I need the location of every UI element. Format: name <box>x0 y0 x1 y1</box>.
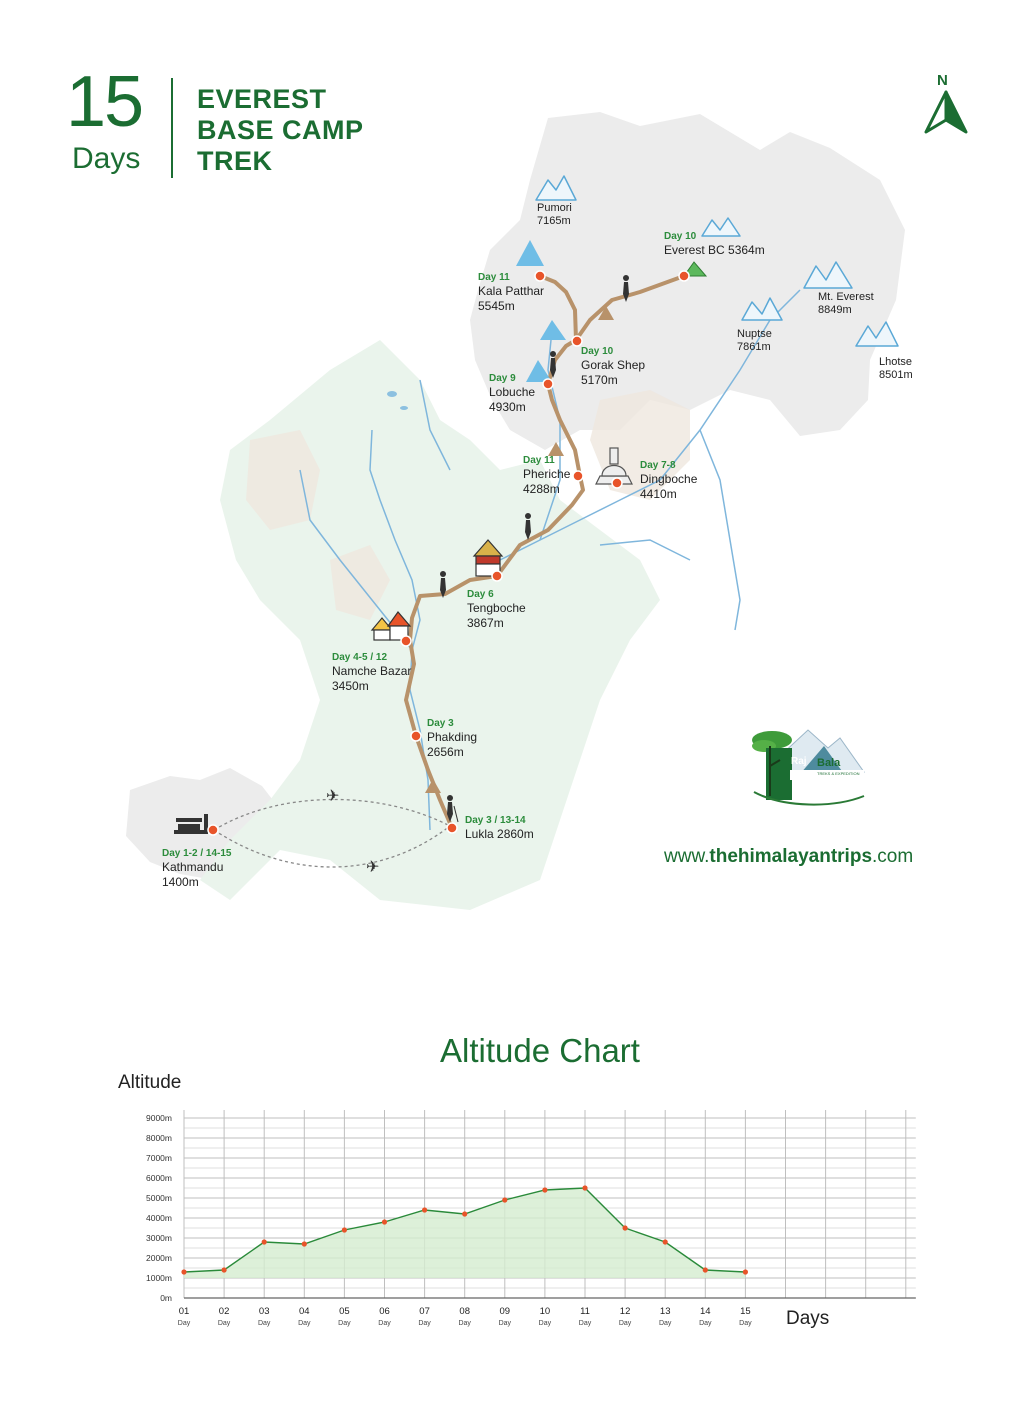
peak-label-nuptse: Nuptse 7861m <box>737 328 772 353</box>
chart-data-point <box>181 1269 186 1274</box>
lake <box>387 391 397 397</box>
chart-x-tick-label: 14 <box>700 1306 711 1317</box>
chart-x-tick-sublabel: Day <box>418 1320 431 1327</box>
peak-label-lhotse: Lhotse 8501m <box>879 356 913 381</box>
airplane-icon: ✈ <box>366 859 380 876</box>
chart-data-point <box>542 1187 547 1192</box>
chart-x-tick-label: 05 <box>339 1306 350 1317</box>
chart-x-tick-sublabel: Day <box>177 1320 191 1327</box>
stop-marker-dingboche <box>612 478 622 488</box>
chart-data-point <box>222 1267 227 1272</box>
chart-data-point <box>262 1239 267 1244</box>
stop-label-lukla: Day 3 / 13-14 Lukla 2860m <box>465 815 534 841</box>
peak-label-everest: Mt. Everest 8849m <box>818 291 874 316</box>
chart-data-point <box>663 1239 668 1244</box>
stop-label-pheriche: Day 11 Pheriche 4288m <box>523 455 571 496</box>
chart-data-point <box>462 1211 467 1216</box>
chart-data-point <box>382 1219 387 1224</box>
chart-x-tick-label: 01 <box>178 1306 190 1317</box>
stop-marker-tengboche <box>492 571 502 581</box>
stop-marker-namche <box>401 636 411 646</box>
peak-label-pumori: Pumori 7165m <box>537 202 572 227</box>
chart-x-tick-label: 12 <box>619 1306 631 1317</box>
chart-x-tick-label: 11 <box>580 1306 590 1317</box>
chart-data-point <box>623 1225 628 1230</box>
stop-marker-phakding <box>411 731 421 741</box>
stop-label-dingboche: Day 7-8 Dingboche 4410m <box>640 460 698 501</box>
chart-data-point <box>502 1197 507 1202</box>
stop-label-kathmandu: Day 1-2 / 14-15 Kathmandu 1400m <box>162 848 232 889</box>
chart-x-tick-sublabel: Day <box>298 1320 311 1327</box>
logo-text-bala: Bala <box>817 757 841 769</box>
chart-x-tick-sublabel: Day <box>658 1320 672 1327</box>
chart-y-tick-label: 3000m <box>146 1233 172 1243</box>
chart-y-tick-label: 7000m <box>146 1153 172 1163</box>
chart-data-point <box>703 1267 708 1272</box>
chart-y-tick-label: 0m <box>160 1293 172 1303</box>
trek-title-line-1: EVEREST <box>197 84 327 114</box>
chart-x-tick-label: 07 <box>419 1306 430 1317</box>
chart-x-tick-label: 06 <box>379 1306 390 1317</box>
chart-y-tick-label: 8000m <box>146 1133 172 1143</box>
chart-data-point <box>422 1207 427 1212</box>
logo-text-raj: Raj <box>791 756 807 767</box>
stop-marker-lobuche <box>543 379 553 389</box>
chart-x-tick-sublabel: Day <box>338 1320 351 1327</box>
stop-marker-ebc <box>679 271 689 281</box>
chart-y-tick-label: 4000m <box>146 1213 172 1223</box>
chart-x-tick-label: 02 <box>218 1306 230 1317</box>
stop-marker-kathmandu <box>208 825 218 835</box>
chart-x-tick-label: 15 <box>740 1306 751 1317</box>
stop-marker-lukla <box>447 823 457 833</box>
altitude-chart-title: Altitude Chart <box>440 1032 640 1069</box>
chart-y-tick-label: 5000m <box>146 1193 172 1203</box>
chart-y-axis-title: Altitude <box>118 1072 182 1093</box>
chart-data-point <box>582 1185 587 1190</box>
website-url[interactable]: www.thehimalayantrips.com <box>664 846 914 867</box>
chart-x-tick-sublabel: Day <box>538 1320 552 1327</box>
chart-y-tick-label: 9000m <box>146 1113 172 1123</box>
airplane-icon: ✈ <box>326 788 340 805</box>
chart-y-tick-label: 6000m <box>146 1173 172 1183</box>
chart-data-point <box>302 1241 307 1246</box>
chart-data-point <box>342 1227 347 1232</box>
chart-x-tick-sublabel: Day <box>458 1320 471 1327</box>
company-logo <box>744 726 868 812</box>
stop-label-ebc: Day 10 Everest BC 5364m <box>664 231 765 257</box>
chart-y-tick-label: 1000m <box>146 1273 172 1283</box>
chart-x-tick-label: 10 <box>539 1306 551 1317</box>
chart-x-tick-sublabel: Day <box>217 1320 231 1327</box>
stop-label-phakding: Day 3 Phakding 2656m <box>427 718 478 759</box>
chart-x-tick-sublabel: Day <box>618 1320 632 1327</box>
chart-x-tick-label: 13 <box>659 1306 671 1317</box>
chart-x-tick-sublabel: Day <box>498 1320 512 1327</box>
stop-label-kalapatthar: Day 11 Kala Patthar 5545m <box>478 272 545 313</box>
chart-x-tick-sublabel: Day <box>739 1320 752 1327</box>
chart-x-tick-sublabel: Day <box>578 1320 592 1327</box>
trek-days-number: 15 <box>66 62 143 142</box>
chart-x-tick-sublabel: Day <box>257 1320 271 1327</box>
chart-x-tick-label: 09 <box>499 1306 511 1317</box>
trek-days-label: Days <box>72 142 141 175</box>
chart-x-tick-label: 03 <box>258 1306 270 1317</box>
chart-x-axis-title: Days <box>786 1308 830 1329</box>
chart-data-point <box>743 1269 748 1274</box>
trek-title-line-3: TREK <box>197 146 273 176</box>
trek-title-line-2: BASE CAMP <box>197 115 364 145</box>
compass-north-label: N <box>937 72 948 89</box>
chart-x-tick-label: 08 <box>459 1306 470 1317</box>
stop-label-gorakshep: Day 10 Gorak Shep 5170m <box>581 346 646 387</box>
chart-x-tick-sublabel: Day <box>699 1320 712 1327</box>
logo-tagline: TREKS & EXPEDITION <box>817 771 860 776</box>
stop-label-lobuche: Day 9 Lobuche 4930m <box>489 373 536 414</box>
chart-y-tick-label: 2000m <box>146 1253 172 1263</box>
river <box>700 430 740 630</box>
altitude-chart <box>0 1100 1024 1340</box>
chart-x-tick-sublabel: Day <box>378 1320 391 1327</box>
stop-label-tengboche: Day 6 Tengboche 3867m <box>467 589 526 630</box>
stop-marker-pheriche <box>573 471 583 481</box>
stop-label-namche: Day 4-5 / 12 Namche Bazar 3450m <box>332 652 412 693</box>
lake <box>400 406 408 410</box>
chart-x-tick-label: 04 <box>299 1306 310 1317</box>
